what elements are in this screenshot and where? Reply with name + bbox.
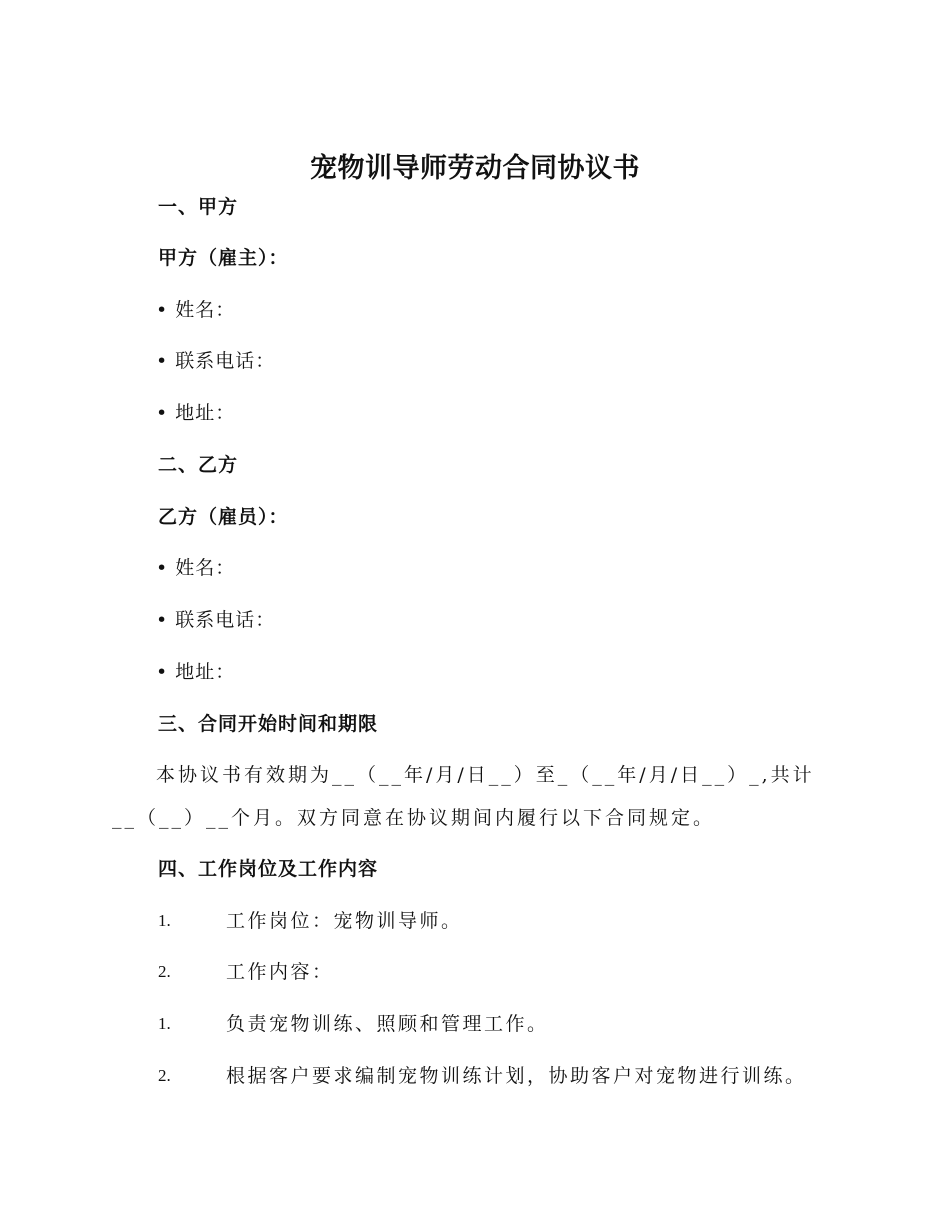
list-item-number: 1. bbox=[158, 911, 171, 930]
party-b-name-field: • 姓名： bbox=[156, 557, 236, 579]
party-b-phone-field: • 联系电话： bbox=[156, 609, 276, 631]
section-1-heading: 一、甲方 bbox=[158, 196, 239, 218]
party-a-subheading: 甲方（雇主）： bbox=[158, 247, 289, 269]
section-2-heading: 二、乙方 bbox=[158, 454, 239, 476]
list-item-number: 2. bbox=[158, 962, 171, 981]
section-3-heading: 三、合同开始时间和期限 bbox=[158, 713, 379, 735]
party-b-subheading: 乙方（雇员）： bbox=[158, 506, 289, 528]
list-item-text: 工作内容： bbox=[226, 961, 334, 983]
list-item-number: 2. bbox=[158, 1066, 171, 1085]
party-a-name-field: • 姓名： bbox=[156, 299, 236, 321]
party-a-phone-field: • 联系电话： bbox=[156, 350, 276, 372]
party-a-address-field: • 地址： bbox=[156, 402, 236, 424]
list-item-text: 根据客户要求编制宠物训练计划，协助客户对宠物进行训练。 bbox=[226, 1065, 807, 1087]
list-item-text: 工作岗位：宠物训导师。 bbox=[226, 910, 463, 932]
term-paragraph-line-2: __（__）__个月。双方同意在协议期间内履行以下合同规定。 bbox=[112, 807, 716, 829]
party-b-address-field: • 地址： bbox=[156, 661, 236, 683]
section-4-heading: 四、工作岗位及工作内容 bbox=[158, 858, 379, 880]
document-title: 宠物训导师劳动合同协议书 bbox=[310, 153, 640, 184]
list-item-number: 1. bbox=[158, 1014, 171, 1033]
list-item-text: 负责宠物训练、照顾和管理工作。 bbox=[226, 1013, 549, 1035]
term-paragraph-line-1: 本协议书有效期为__（__年/月/日__）至_（__年/月/日__）_,共计 bbox=[156, 764, 815, 786]
